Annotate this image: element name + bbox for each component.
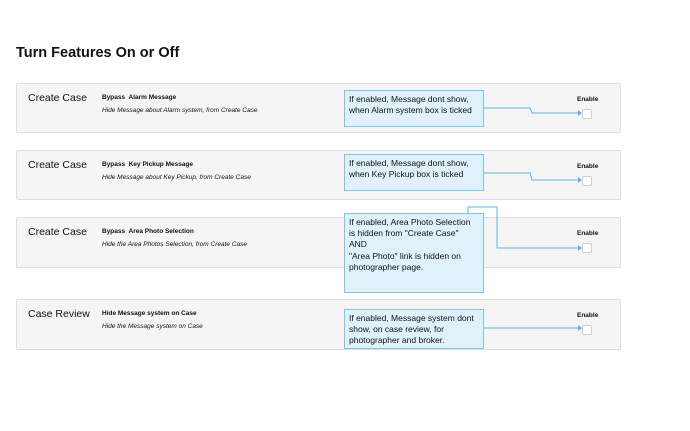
- enable-checkbox-bypass-area-photo-selection[interactable]: [582, 243, 592, 253]
- enable-label: Enable: [577, 96, 599, 103]
- feature-section-label: Create Case: [28, 159, 87, 171]
- annotation-note-2: If enabled, Message dont show, when Key Pickup box is ticked: [344, 154, 484, 191]
- page-title: Turn Features On or Off: [16, 45, 180, 61]
- feature-name: Bypass Area Photo Selection: [102, 228, 194, 235]
- feature-name: Bypass Key Pickup Message: [102, 161, 194, 168]
- feature-card-hide-message-system: [16, 299, 621, 350]
- feature-section-label: Create Case: [28, 92, 87, 104]
- enable-label: Enable: [577, 163, 599, 170]
- feature-name: Bypass Alarm Message: [102, 94, 177, 101]
- feature-section-label: Create Case: [28, 226, 87, 238]
- annotation-note-3: If enabled, Area Photo Selection is hidden from "Create Case" AND "Area Photo" link is hidden on photographer page.: [344, 213, 484, 293]
- enable-checkbox-bypass-alarm-message[interactable]: [582, 109, 592, 119]
- feature-description: Hide the Area Photos Selection, from Create Case: [102, 241, 247, 248]
- annotation-note-1: If enabled, Message dont show, when Alarm system box is ticked: [344, 90, 484, 127]
- enable-label: Enable: [577, 230, 599, 237]
- annotation-note-4: If enabled, Message system dont show, on case review, for photographer and broker.: [344, 309, 484, 349]
- feature-card-bypass-alarm-message: [16, 83, 621, 133]
- enable-checkbox-hide-message-system[interactable]: [582, 325, 592, 335]
- feature-card-bypass-area-photo-selection: [16, 217, 621, 268]
- enable-label: Enable: [577, 312, 599, 319]
- feature-description: Hide Message about Alarm system, from Create Case: [102, 107, 258, 114]
- feature-description: Hide Message about Key Pickup, from Create Case: [102, 174, 251, 181]
- feature-section-label: Case Review: [28, 308, 90, 320]
- enable-checkbox-bypass-key-pickup-message[interactable]: [582, 176, 592, 186]
- feature-description: Hide the Message system on Case: [102, 323, 203, 330]
- feature-name: Hide Message system on Case: [102, 310, 197, 317]
- feature-card-bypass-key-pickup-message: [16, 150, 621, 200]
